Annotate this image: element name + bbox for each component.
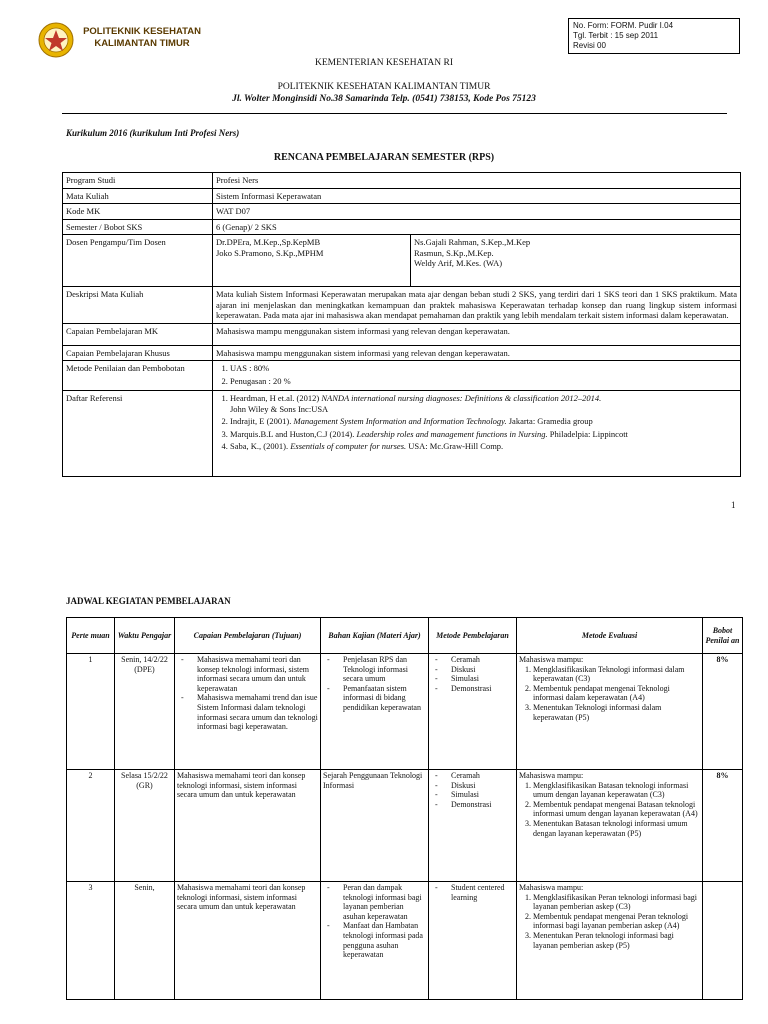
ref-author: Indrajit, E (2001). bbox=[230, 416, 294, 426]
info-row-description bbox=[63, 287, 741, 324]
session-methods bbox=[429, 882, 517, 1000]
header-divider bbox=[62, 113, 727, 114]
school-name: POLITEKNIK KESEHATAN KALIMANTAN TIMUR bbox=[277, 82, 491, 92]
session-time: Selasa 15/2/22 (GR) bbox=[115, 770, 175, 882]
info-value bbox=[213, 361, 741, 391]
info-value bbox=[213, 391, 741, 477]
session-goals: Mahasiswa memahami teori dan konsep teknologi informasi, sistem informasi secara umum dan untuk keperawatan bbox=[175, 882, 321, 1000]
reference-item bbox=[230, 416, 737, 427]
info-row-references bbox=[63, 391, 741, 477]
col-header: Metode Pembelajaran bbox=[429, 618, 517, 654]
info-label: Mata Kuliah bbox=[63, 188, 213, 204]
document-title: RENCANA PEMBELAJARAN SEMESTER (RPS) bbox=[273, 152, 495, 163]
session-time: Senin, 14/2/22 (DPE) bbox=[115, 654, 175, 770]
lecturer-list-b bbox=[411, 235, 741, 287]
ref-title: NANDA international nursing diagnoses: Definitions & classification 2012–2014. bbox=[321, 393, 602, 403]
session-weight: 8% bbox=[703, 654, 743, 770]
col-header: Bobot Penilai an bbox=[703, 618, 743, 654]
reference-item bbox=[230, 429, 737, 440]
col-header: Metode Evaluasi bbox=[517, 618, 703, 654]
goal-item: - Mahasiswa memahami teori dan konsep teknologi informasi, sistem informasi secara umum dan untuk keperawatan bbox=[187, 655, 318, 693]
method-item: - Diskusi bbox=[441, 665, 514, 675]
session-methods bbox=[429, 770, 517, 882]
method-item: - Ceramah bbox=[441, 771, 514, 781]
ref-author: Marquis.B.L and Huston,C.J (2014). bbox=[230, 428, 357, 439]
session-evaluation bbox=[517, 770, 703, 882]
eval-item: 3. Menentukan Teknologi informasi dalam keperawatan (P5) bbox=[533, 703, 700, 722]
form-revision: Revisi 00 bbox=[573, 41, 606, 50]
info-label: Dosen Pengampu/Tim Dosen bbox=[63, 235, 213, 287]
eval-intro: Mahasiswa mampu: bbox=[519, 883, 584, 892]
method-item: - Simulasi bbox=[441, 674, 514, 684]
session-material bbox=[321, 654, 429, 770]
col-header: Waktu Pengajar bbox=[115, 618, 175, 654]
info-row-methods bbox=[63, 361, 741, 391]
eval-item: 1. Mengklasifikasikan Peran teknologi informasi bagi layanan pemberian askep (C3) bbox=[533, 893, 700, 912]
session-methods bbox=[429, 654, 517, 770]
form-info-box bbox=[568, 18, 740, 54]
info-value: 6 (Genap)/ 2 SKS bbox=[213, 219, 741, 235]
info-row-code bbox=[63, 204, 741, 220]
info-row-lecturers bbox=[63, 235, 741, 287]
info-row-cpmk bbox=[63, 323, 741, 345]
info-row-program bbox=[63, 173, 741, 189]
material-item: - Pemanfaatan sistem informasi di bidang pendidikan keperawatan bbox=[333, 684, 426, 713]
schedule-title: JADWAL KEGIATAN PEMBELAJARAN bbox=[66, 596, 231, 606]
eval-item: 3. Menentukan Peran teknologi informasi bagi layanan pemberian askep (P5) bbox=[533, 931, 700, 950]
goal-item: - Mahasiswa memahami trend dan isue Sistem Informasi dalam teknologi informasi secara umum dan teknologi informasi bagi keperawatan. bbox=[187, 693, 318, 731]
info-label: Capaian Pembelajaran Khusus bbox=[63, 345, 213, 361]
lecturer-name: Ns.Gajali Rahman, S.Kep.,M.Kep bbox=[414, 237, 531, 247]
session-number: 3 bbox=[67, 882, 115, 1000]
method-item: - Demonstrasi bbox=[441, 800, 514, 810]
info-label: Capaian Pembelajaran MK bbox=[63, 323, 213, 345]
ref-author: Heardman, H et.al. (2012) bbox=[230, 393, 322, 403]
assessment-method: 1. UAS : 80% bbox=[230, 363, 737, 374]
ref-title: Leadership roles and management functions in Nursing. bbox=[356, 428, 548, 439]
schedule-header-row bbox=[67, 618, 743, 654]
ref-publisher: John Wiley & Sons Inc:USA bbox=[230, 403, 329, 414]
session-number: 1 bbox=[67, 654, 115, 770]
institution-logo-icon bbox=[38, 22, 74, 58]
table-row bbox=[67, 770, 743, 882]
curriculum-label: Kurikulum 2016 (kurikulum Inti Profesi Ners) bbox=[66, 128, 240, 138]
info-value: Mata kuliah Sistem Informasi Keperawatan merupakan mata ajar dengan beban studi 2 SKS, yang terdiri dari 1 SKS teori dan 1 SKS praktikum. Mata ajaran ini menjelaskan dan meningkatkan kemampuan dan praktek mahasiswa Keperawatan terhadap konsep dan ruang lingkup sistem informasi keperawatan. Pada mata ajar ini mahasiswa akan mendapat pemahaman dan praktik yang lebih mendalam terkait sistem informasi dalam keperawatan. bbox=[213, 287, 741, 324]
eval-item: 2. Membentuk pendapat mengenai Batasan teknologi informasi umum dengan layanan keperawatan (A4) bbox=[533, 800, 700, 819]
ref-title: Management System Information and Information Technology. bbox=[293, 416, 507, 426]
info-row-cpk bbox=[63, 345, 741, 361]
info-row-course bbox=[63, 188, 741, 204]
method-item: - Demonstrasi bbox=[441, 684, 514, 694]
info-label: Program Studi bbox=[63, 173, 213, 189]
eval-item: 2. Membentuk pendapat mengenai Peran teknologi informasi bagi layanan pemberian askep (A4) bbox=[533, 912, 700, 931]
info-label: Semester / Bobot SKS bbox=[63, 219, 213, 235]
session-weight: 8% bbox=[703, 770, 743, 882]
ministry-name: KEMENTERIAN KESEHATAN RI bbox=[314, 58, 454, 68]
ref-title: Essentials of computer for nurses. bbox=[290, 441, 407, 451]
session-number: 2 bbox=[67, 770, 115, 882]
material-item: - Peran dan dampak teknologi informasi bagi layanan pemberian asuhan keperawatan bbox=[333, 883, 426, 921]
material-item: - Penjelasan RPS dan Teknologi informasi secara umum bbox=[333, 655, 426, 684]
institution-name-line2: KALIMANTAN TIMUR bbox=[94, 38, 190, 49]
info-value: Mahasiswa mampu menggunakan sistem informasi yang relevan dengan keperawatan. bbox=[213, 323, 741, 345]
material-item: - Manfaat dan Hambatan teknologi informasi pada pengguna asuhan keperawatan bbox=[333, 921, 426, 959]
session-evaluation bbox=[517, 882, 703, 1000]
lecturer-name: Dr.DPEra, M.Kep.,Sp.KepMB bbox=[216, 237, 321, 247]
reference-item bbox=[230, 441, 737, 452]
eval-intro: Mahasiswa mampu: bbox=[519, 655, 584, 664]
reference-item bbox=[230, 393, 737, 414]
course-info-table bbox=[62, 172, 741, 477]
info-label: Metode Penilaian dan Pembobotan bbox=[63, 361, 213, 391]
method-item: - Ceramah bbox=[441, 655, 514, 665]
institution-name bbox=[82, 26, 202, 50]
table-row bbox=[67, 882, 743, 1000]
method-item: - Simulasi bbox=[441, 790, 514, 800]
lecturer-name: Joko S.Pramono, S.Kp.,MPHM bbox=[216, 247, 324, 258]
col-header: Bahan Kajian (Materi Ajar) bbox=[321, 618, 429, 654]
schedule-table bbox=[66, 617, 743, 1000]
form-date: Tgl. Terbit : 15 sep 2011 bbox=[573, 31, 659, 40]
eval-item: 3. Menentukan Batasan teknologi informasi umum dengan layanan keperawatan (P5) bbox=[533, 819, 700, 838]
school-address: Jl. Wolter Monginsidi No.38 Samarinda Telp. (0541) 738153, Kode Pos 75123 bbox=[232, 94, 536, 104]
session-evaluation bbox=[517, 654, 703, 770]
ref-publisher: Philadelpia: Lippincott bbox=[547, 428, 628, 439]
lecturer-list-a bbox=[213, 235, 411, 287]
col-header: Perte muan bbox=[67, 618, 115, 654]
ref-publisher: Jakarta: Gramedia group bbox=[506, 416, 593, 426]
ref-publisher: USA: Mc.Graw-Hill Comp. bbox=[406, 441, 504, 451]
assessment-method: 2. Penugasan : 20 % bbox=[230, 376, 737, 387]
eval-item: 2. Membentuk pendapat mengenai Teknologi informasi dalam keperawatan (A4) bbox=[533, 684, 700, 703]
page-number: 1 bbox=[731, 500, 736, 510]
session-weight bbox=[703, 882, 743, 1000]
info-row-sks bbox=[63, 219, 741, 235]
institution-name-line1: POLITEKNIK KESEHATAN bbox=[83, 26, 201, 37]
info-label: Deskripsi Mata Kuliah bbox=[63, 287, 213, 324]
eval-intro: Mahasiswa mampu: bbox=[519, 771, 584, 780]
ref-author: Saba, K., (2001). bbox=[230, 441, 291, 451]
session-material: Sejarah Penggunaan Teknologi Informasi bbox=[321, 770, 429, 882]
info-label: Daftar Referensi bbox=[63, 391, 213, 477]
info-value: Profesi Ners bbox=[213, 173, 741, 189]
form-number: No. Form: FORM. Pudir I.04 bbox=[573, 21, 674, 30]
session-goals bbox=[175, 654, 321, 770]
info-value: Mahasiswa mampu menggunakan sistem informasi yang relevan dengan keperawatan. bbox=[213, 345, 741, 361]
table-row bbox=[67, 654, 743, 770]
method-item: - Diskusi bbox=[441, 781, 514, 791]
session-goals: Mahasiswa memahami teori dan konsep teknologi informasi, sistem informasi secara umum dan untuk keperawatan bbox=[175, 770, 321, 882]
eval-item: 1. Mengklasifikasikan Teknologi informasi dalam keperawatan (C3) bbox=[533, 665, 700, 684]
lecturer-name: Rasmun, S.Kp.,M.Kep. bbox=[414, 247, 494, 258]
col-header: Capaian Pembelajaran (Tujuan) bbox=[175, 618, 321, 654]
info-value: WAT D07 bbox=[213, 204, 741, 220]
info-label: Kode MK bbox=[63, 204, 213, 220]
session-material bbox=[321, 882, 429, 1000]
info-value: Sistem Informasi Keperawatan bbox=[213, 188, 741, 204]
eval-item: 1. Mengklasifikasikan Batasan teknologi informasi umum dengan layanan keperawatan (C3) bbox=[533, 781, 700, 800]
lecturer-name: Weldy Arif, M.Kes. (WA) bbox=[414, 258, 503, 268]
session-time: Senin, bbox=[115, 882, 175, 1000]
method-item: - Student centered learning bbox=[441, 883, 514, 902]
